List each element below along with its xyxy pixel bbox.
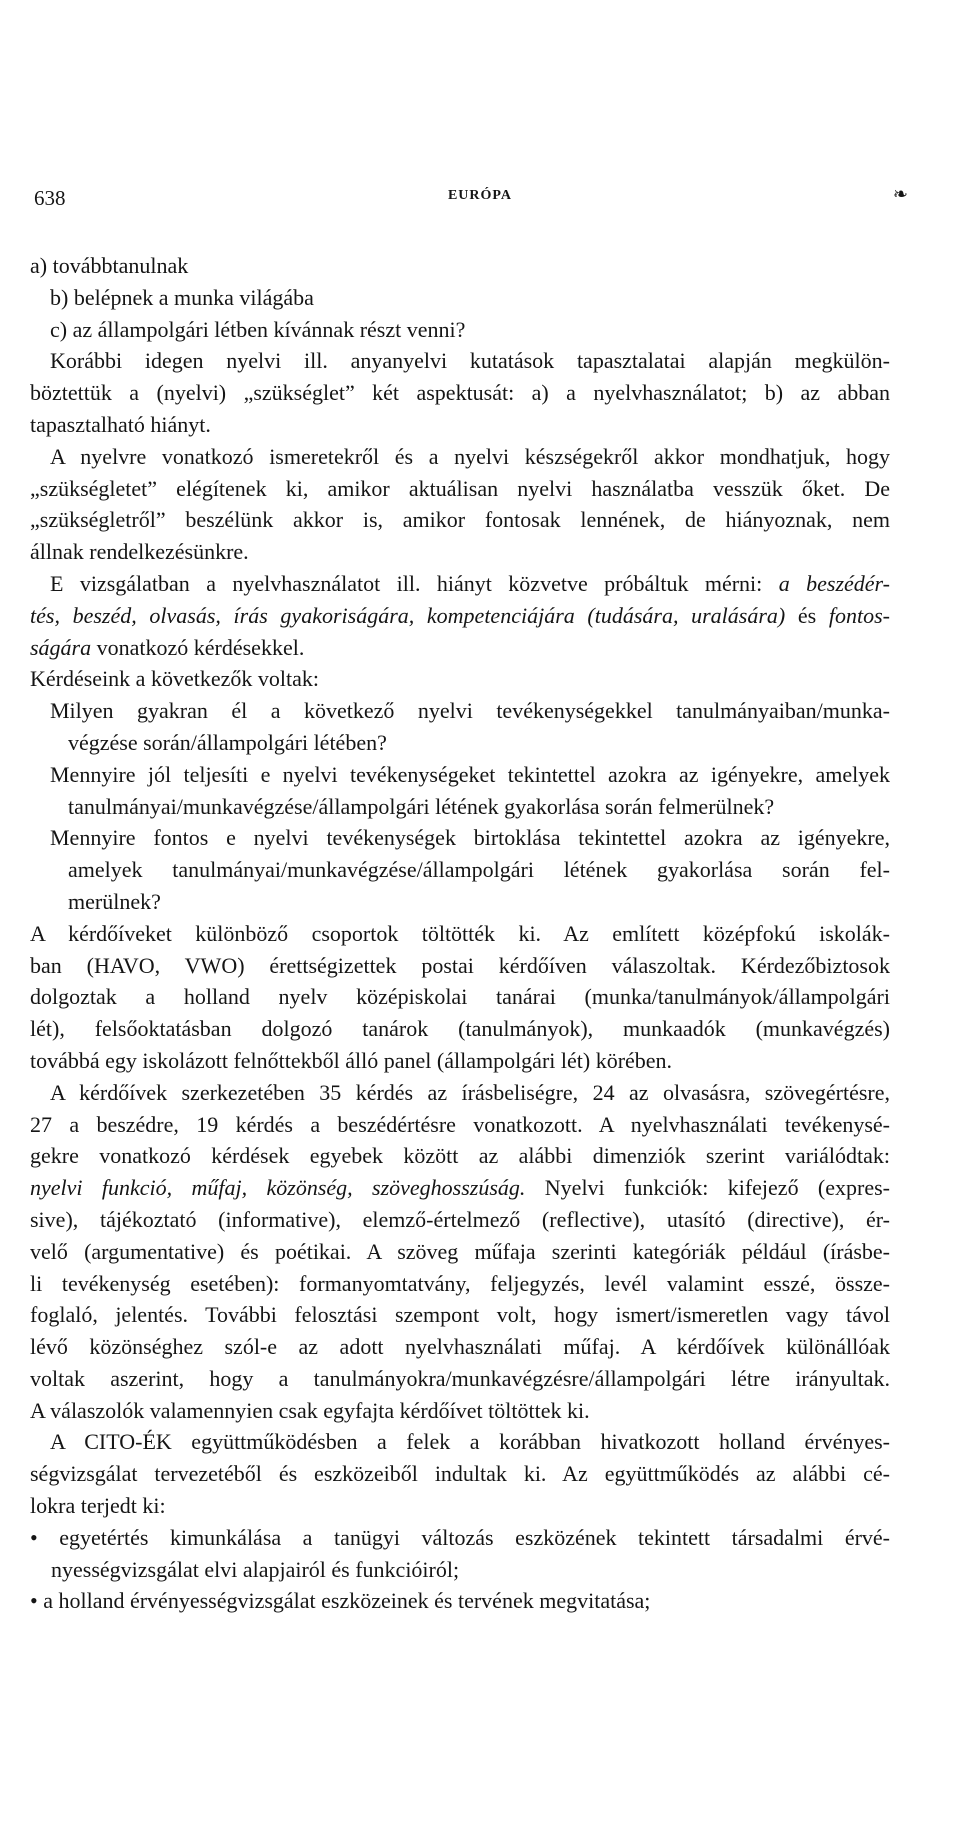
text-line: lét), felsőoktatásban dolgozó tanárok (tanulmányok), munkaadók (munkavégzés) <box>30 1016 890 1042</box>
italic-run: tés, beszéd, olvasás, írás gyakoriságára, kompetenciájára (tudására, uralására) <box>30 602 786 628</box>
text-line: dolgoztak a holland nyelv középiskolai tanárai (munka/tanulmányok/állampolgári <box>30 984 890 1010</box>
option-c: c) az állampolgári létben kívánnak részt venni? <box>50 316 466 342</box>
text-line: foglaló, jelentés. További felosztási szempont volt, hogy ismert/ismeretlen vagy távol <box>30 1302 890 1328</box>
italic-run: nyelvi funkció, műfaj, közönség, szöveghosszúság. <box>30 1175 526 1201</box>
text-line: A CITO-ÉK együttműködésben a felek a korábban hivatkozott holland érvényes- <box>50 1429 890 1455</box>
text-line <box>30 600 890 632</box>
text-line: „szükségletről” beszélünk akkor is, amikor fontosak lennének, de hiányoznak, nem <box>30 507 890 533</box>
bullet-icon: • <box>30 1588 38 1614</box>
page-number: 638 <box>34 186 66 210</box>
paragraph-5 <box>30 1077 890 1427</box>
text-run: Nyelvi funkciók: kifejező (expres- <box>525 1175 891 1201</box>
text-line: lévő közönséghez szól-e az adott nyelvhasználati műfaj. A kérdőívek különállóak <box>30 1334 890 1360</box>
option-a: a) továbbtanulnak <box>30 253 189 278</box>
bullet-item <box>30 1522 890 1554</box>
text-line: amelyek tanulmányai/munkavégzése/állampolgári létének gyakorlása során fel- <box>68 857 890 883</box>
text-line: voltak aszerint, hogy a tanulmányokra/munkavégzésre/állampolgári létre irányultak. <box>30 1365 890 1391</box>
italic-run: a beszédér- <box>778 570 890 596</box>
text-line: velő (argumentative) és poétikai. A szöveg műfaja szerinti kategóriák például (írásbe- <box>30 1238 890 1264</box>
running-head: EURÓPA <box>447 188 513 203</box>
options-list <box>30 250 890 345</box>
text-line: Mennyire jól teljesíti e nyelvi tevékenységeket tekintettel azokra az igényekre, amelyek <box>50 761 890 787</box>
italic-run: ságára <box>30 634 92 660</box>
text-line: A nyelvre vonatkozó ismeretekről és a nyelvi készségekről akkor mondhatjuk, hogy <box>50 443 890 469</box>
text-run: E vizsgálatban a nyelvhasználatot ill. hiányt közvetve próbáltuk mérni: <box>50 570 779 596</box>
text-line: 27 a beszédre, 19 kérdés a beszédértésre vonatkozott. A nyelvhasználati tevékenysé- <box>30 1111 890 1137</box>
question-2 <box>30 759 890 823</box>
text-line: „szükségletet” elégítenek ki, amikor aktuálisan nyelvi használatba vesszük őket. De <box>30 475 890 501</box>
text-line: végzése során/állampolgári létében? <box>68 729 387 755</box>
text-line: ségvizsgálat tervezetéből és eszközeiből indultak ki. Az együttműködés az alábbi cé- <box>30 1461 890 1487</box>
text-line: Korábbi idegen nyelvi ill. anyanyelvi kutatások tapasztalatai alapján megkülön- <box>50 348 890 374</box>
option-b: b) belépnek a munka világába <box>50 284 314 310</box>
text-line: böztettük a (nyelvi) „szükséglet” két aspektusát: a) a nyelvhasználatot; b) az abban <box>30 380 890 406</box>
paragraph-4 <box>30 918 890 1077</box>
italic-run: fontos- <box>828 602 891 628</box>
text-line: tapasztalható hiányt. <box>30 411 211 437</box>
text-line: nyességvizsgálat elvi alapjairól és funkcióiról; <box>51 1556 460 1582</box>
text-line <box>30 632 890 664</box>
text-line: li tevékenység esetében): formanyomtatvány, feljegyzés, levél valamint esszé, össze- <box>30 1270 890 1296</box>
text-line: ban (HAVO, VWO) érettségizettek postai kérdőíven válaszoltak. Kérdezőbiztosok <box>30 952 890 978</box>
text-line <box>30 568 890 600</box>
question-3 <box>30 822 890 917</box>
text-line: sive), tájékoztató (informative), elemző-értelmező (reflective), utasító (directive), ér- <box>30 1206 890 1232</box>
bullet-text: a holland érvényességvizsgálat eszközeinek és tervének megvitatása; <box>43 1588 651 1614</box>
text-run: és <box>785 602 829 628</box>
text-line: Mennyire fontos e nyelvi tevékenységek birtoklása tekintettel azokra az igényekre, <box>50 825 890 851</box>
text-line: A kérdőívek szerkezetében 35 kérdés az írásbeliségre, 24 az olvasásra, szövegértésre, <box>50 1079 890 1105</box>
bullet-icon: • <box>30 1524 38 1550</box>
text-line: lokra terjedt ki: <box>30 1493 166 1519</box>
text-line <box>30 1172 890 1204</box>
question-1 <box>30 695 890 759</box>
text-line: Kérdéseink a következők voltak: <box>30 666 319 692</box>
text-line: A kérdőíveket különböző csoportok töltötték ki. Az említett középfokú iskolák- <box>30 920 890 946</box>
paragraph-1 <box>30 345 890 440</box>
text-line: Milyen gyakran él a következő nyelvi tevékenységekkel tanulmányaiban/munka- <box>50 698 890 724</box>
bullet-text: egyetértés kimunkálása a tanügyi változás eszközének tekintett társadalmi érvé- <box>59 1524 890 1550</box>
text-line: merülnek? <box>68 888 161 914</box>
text-line: gekre vonatkozó kérdések egyebek között az alábbi dimenziók szerint variálódtak: <box>30 1143 890 1169</box>
text-line: A válaszolók valamennyien csak egyfajta kérdőívet töltöttek ki. <box>30 1397 590 1423</box>
paragraph-3 <box>30 568 890 663</box>
paragraph-6 <box>30 1426 890 1521</box>
text-line: továbbá egy iskolázott felnőttekből álló panel (állampolgári lét) körében. <box>30 1047 673 1073</box>
text-line: tanulmányai/munkavégzése/állampolgári létének gyakorlása során felmerülnek? <box>68 793 775 819</box>
bullet-list <box>30 1522 890 1617</box>
ornament-icon: ❧ <box>892 184 908 204</box>
bullet-item <box>30 1585 890 1617</box>
text-run: vonatkozó kérdésekkel. <box>91 634 305 660</box>
page-header <box>34 178 926 212</box>
text-line: állnak rendelkezésünkre. <box>30 539 249 565</box>
questions-intro <box>30 663 890 695</box>
body-text <box>30 250 890 1617</box>
paragraph-2 <box>30 441 890 568</box>
